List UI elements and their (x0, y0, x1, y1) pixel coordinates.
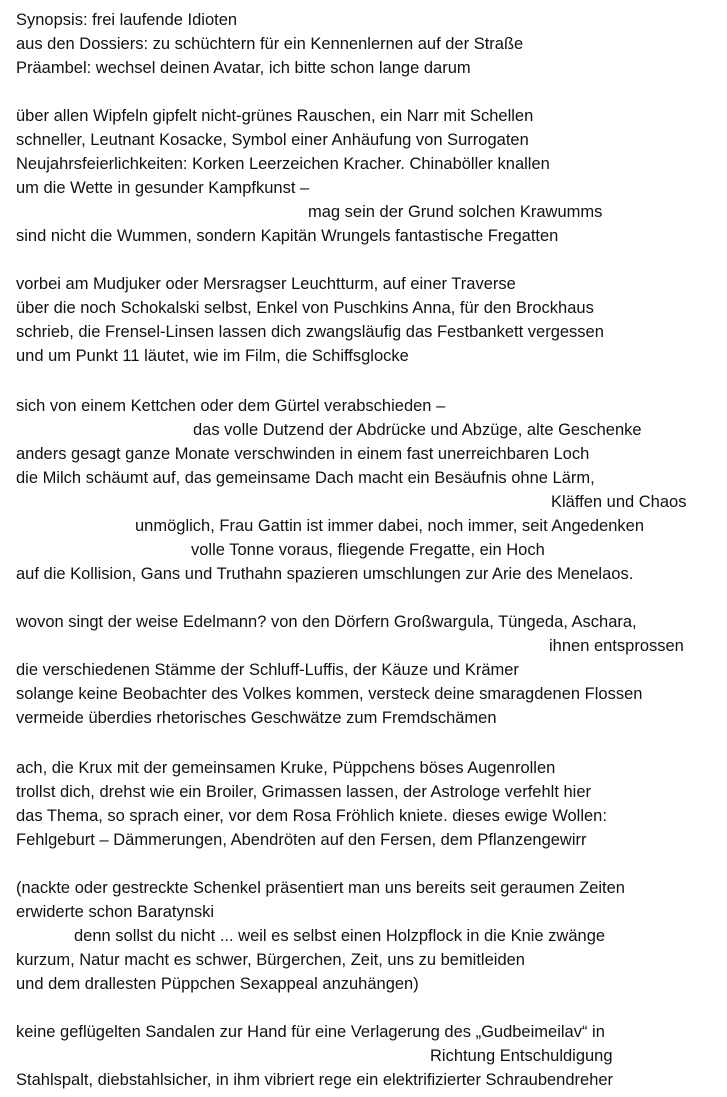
poem-line: anders gesagt ganze Monate verschwinden in einem fast unerreichbaren Loch (16, 445, 590, 463)
poem-line: sich von einem Kettchen oder dem Gürtel verabschieden – (16, 397, 446, 415)
poem-line: Fehlgeburt – Dämmerungen, Abendröten auf den Fersen, dem Pflanzengewirr (16, 831, 587, 849)
poem-line: Präambel: wechsel deinen Avatar, ich bitte schon lange darum (16, 59, 471, 77)
poem-line: Synopsis: frei laufende Idioten (16, 11, 238, 29)
poem-line: ach, die Krux mit der gemeinsamen Kruke, Püppchens böses Augenrollen (16, 759, 556, 777)
poem-line: und um Punkt 11 läutet, wie im Film, die Schiffsglocke (16, 347, 409, 365)
poem-line: aus den Dossiers: zu schüchtern für ein Kennenlernen auf der Straße (16, 35, 524, 53)
poem-line: mag sein der Grund solchen Krawumms (308, 203, 603, 221)
poem-line: die Milch schäumt auf, das gemeinsame Dach macht ein Besäufnis ohne Lärm, (16, 469, 595, 487)
poem-line: denn sollst du nicht ... weil es selbst einen Holzpflock in die Knie zwänge (74, 927, 606, 945)
poem-line: ihnen entsprossen (549, 637, 684, 655)
poem-line: trollst dich, drehst wie ein Broiler, Grimassen lassen, der Astrologe verfehlt hier (16, 783, 592, 801)
poem-line: über die noch Schokalski selbst, Enkel von Puschkins Anna, für den Brockhaus (16, 299, 594, 317)
poem-line: vermeide überdies rhetorisches Geschwätze zum Fremdschämen (16, 709, 497, 727)
poem-line: wovon singt der weise Edelmann? von den Dörfern Großwargula, Tüngeda, Aschara, (16, 613, 637, 631)
poem-line: keine geflügelten Sandalen zur Hand für eine Verlagerung des „Gudbeimeilav“ in (16, 1023, 605, 1041)
poem-line: sind nicht die Wummen, sondern Kapitän Wrungels fantastische Fregatten (16, 227, 559, 245)
poem-line: und dem drallesten Püppchen Sexappeal anzuhängen) (16, 975, 419, 993)
poem-line: um die Wette in gesunder Kampfkunst – (16, 179, 310, 197)
poem-line: schrieb, die Frensel-Linsen lassen dich zwangsläufig das Festbankett vergessen (16, 323, 604, 341)
poem-line: Richtung Entschuldigung (430, 1047, 613, 1065)
poem-line: Neujahrsfeierlichkeiten: Korken Leerzeichen Kracher. Chinaböller knallen (16, 155, 550, 173)
poem-line: das volle Dutzend der Abdrücke und Abzüge, alte Geschenke (193, 421, 642, 439)
poem-line: (nackte oder gestreckte Schenkel präsentiert man uns bereits seit geraumen Zeiten (16, 879, 625, 897)
poem-line: vorbei am Mudjuker oder Mersragser Leuchtturm, auf einer Traverse (16, 275, 516, 293)
poem-line: volle Tonne voraus, fliegende Fregatte, ein Hoch (191, 541, 545, 559)
poem-line: Kläffen und Chaos (551, 493, 687, 511)
poem-line: auf die Kollision, Gans und Truthahn spazieren umschlungen zur Arie des Menelaos. (16, 565, 634, 583)
poem-line: solange keine Beobachter des Volkes kommen, versteck deine smaragdenen Flossen (16, 685, 643, 703)
poem-line: unmöglich, Frau Gattin ist immer dabei, noch immer, seit Angedenken (135, 517, 644, 535)
poem-line: erwiderte schon Baratynski (16, 903, 215, 921)
poem-line: schneller, Leutnant Kosacke, Symbol einer Anhäufung von Surrogaten (16, 131, 529, 149)
poem-line: kurzum, Natur macht es schwer, Bürgerchen, Zeit, uns zu bemitleiden (16, 951, 525, 969)
poem-line: Stahlspalt, diebstahlsicher, in ihm vibriert rege ein elektrifizierter Schraubendreher (16, 1071, 614, 1089)
poem-line: über allen Wipfeln gipfelt nicht-grünes Rauschen, ein Narr mit Schellen (16, 107, 534, 125)
poem-line: das Thema, so sprach einer, vor dem Rosa Fröhlich kniete. dieses ewige Wollen: (16, 807, 607, 825)
poem-line: die verschiedenen Stämme der Schluff-Luffis, der Käuze und Krämer (16, 661, 519, 679)
